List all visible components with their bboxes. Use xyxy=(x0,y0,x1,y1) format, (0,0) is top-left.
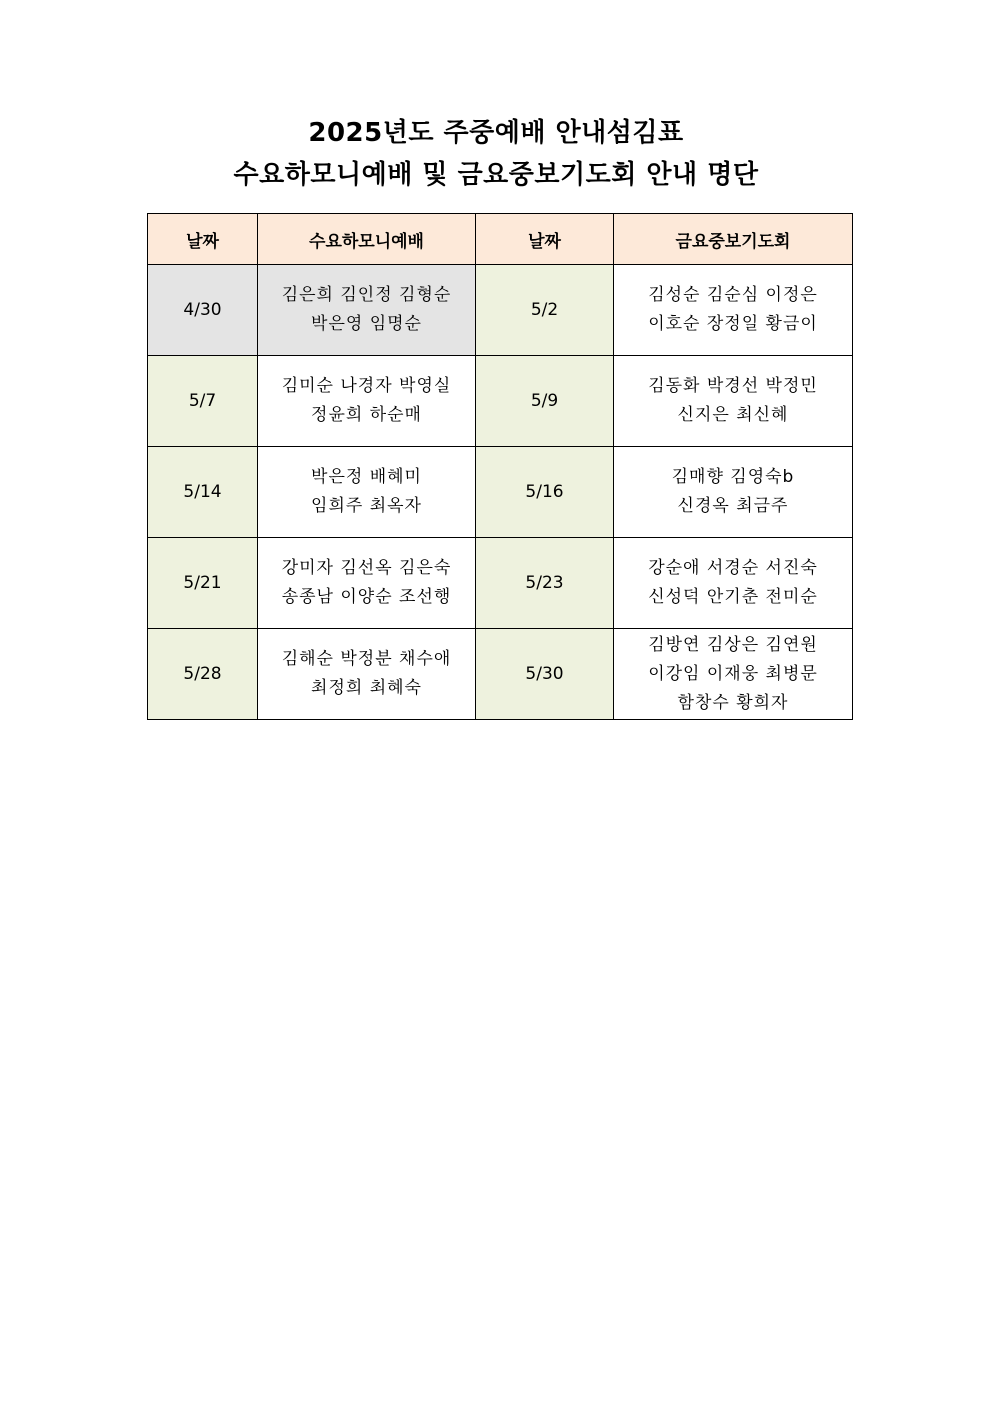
name-line: 박은정 배혜미 xyxy=(311,467,422,487)
header-wed-date: 날짜 xyxy=(148,214,258,265)
name-line: 함창수 황희자 xyxy=(677,692,789,713)
table-row xyxy=(148,447,853,538)
name-line: 임희주 최옥자 xyxy=(311,496,422,516)
fri-date-cell: 5/16 xyxy=(476,447,614,538)
fri-names-cell xyxy=(614,447,853,538)
fri-names-cell xyxy=(614,265,853,356)
wed-date-cell: 4/30 xyxy=(148,265,258,356)
header-wed-service: 수요하모니예배 xyxy=(258,214,476,265)
wed-date-cell: 5/28 xyxy=(148,629,258,720)
name-line: 최정희 최혜숙 xyxy=(311,678,422,698)
fri-date-cell: 5/2 xyxy=(476,265,614,356)
title-line-1: 2025년도 주중예배 안내섬김표 xyxy=(308,118,684,148)
wed-date-cell: 5/14 xyxy=(148,447,258,538)
wed-names-cell xyxy=(258,629,476,720)
fri-names-cell xyxy=(614,356,853,447)
name-line: 김은희 김인정 김형순 xyxy=(281,285,452,305)
name-line: 정윤희 하순매 xyxy=(311,405,422,425)
wed-names-cell xyxy=(258,538,476,629)
fri-date-cell: 5/23 xyxy=(476,538,614,629)
table-row xyxy=(148,629,853,720)
fri-names-cell xyxy=(614,629,853,720)
table-row xyxy=(148,356,853,447)
wed-date-cell: 5/7 xyxy=(148,356,258,447)
name-line: 김성순 김순심 이정은 xyxy=(648,285,818,305)
fri-date-cell: 5/30 xyxy=(476,629,614,720)
wed-date-cell: 5/21 xyxy=(148,538,258,629)
wed-names-cell xyxy=(258,356,476,447)
name-line: 신성덕 안기춘 전미순 xyxy=(648,587,818,607)
wed-names-cell xyxy=(258,265,476,356)
table-row xyxy=(148,538,853,629)
name-line: 박은영 임명순 xyxy=(311,314,422,334)
name-line: 강미자 김선옥 김은숙 xyxy=(281,558,452,578)
name-line: 이호순 장정일 황금이 xyxy=(648,314,818,334)
header-fri-service: 금요중보기도회 xyxy=(614,214,853,265)
table-row xyxy=(148,265,853,356)
fri-names-cell xyxy=(614,538,853,629)
wed-names-cell xyxy=(258,447,476,538)
name-line: 김방연 김상은 김연원 xyxy=(648,634,818,655)
name-line: 김동화 박경선 박정민 xyxy=(648,376,818,396)
header-fri-date: 날짜 xyxy=(476,214,614,265)
name-line: 이강임 이재웅 최병문 xyxy=(648,663,818,684)
service-roster-table xyxy=(147,213,853,720)
table-header-row xyxy=(148,214,853,265)
name-line: 김매향 김영숙b xyxy=(671,467,795,487)
name-line: 김해순 박정분 채수애 xyxy=(281,649,452,669)
document-title xyxy=(0,112,992,196)
name-line: 신지은 최신혜 xyxy=(677,405,789,425)
fri-date-cell: 5/9 xyxy=(476,356,614,447)
title-line-2: 수요하모니예배 및 금요중보기도회 안내 명단 xyxy=(233,160,759,190)
name-line: 김미순 나경자 박영실 xyxy=(281,376,452,396)
name-line: 신경옥 최금주 xyxy=(677,496,789,516)
name-line: 송종남 이양순 조선행 xyxy=(281,587,452,607)
name-line: 강순애 서경순 서진숙 xyxy=(648,558,818,578)
